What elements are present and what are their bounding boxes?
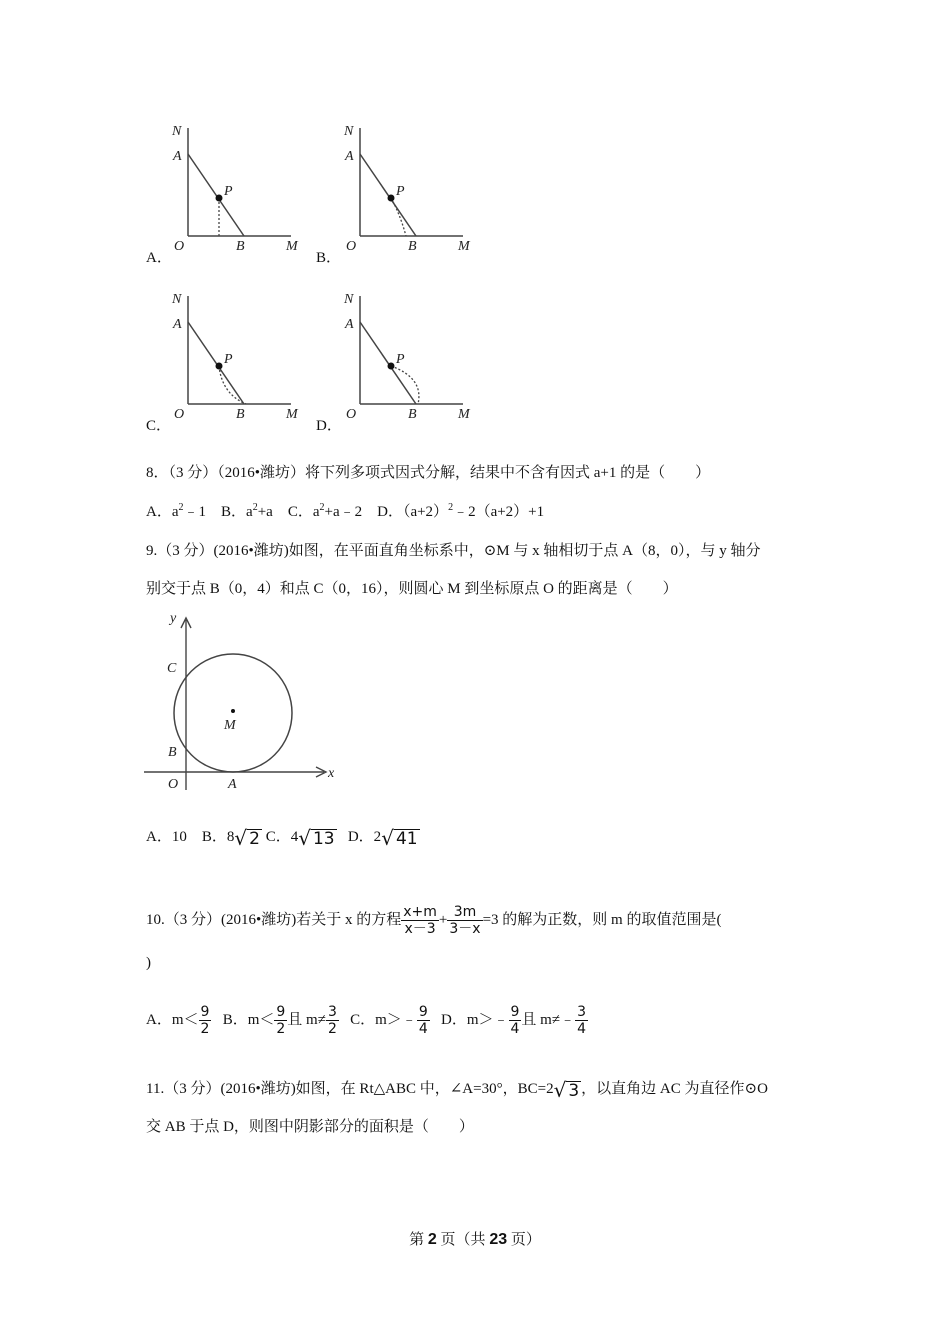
q7-option-c-label: C．: [146, 418, 172, 434]
q9-stem-line2: 别交于点 B（0，4）和点 C（0，16），则圆心 M 到坐标原点 O 的距离是（ ）: [146, 581, 678, 597]
label-m: M: [286, 407, 298, 422]
q8-options: [146, 497, 544, 523]
label-p: P: [396, 352, 405, 367]
label-a: A: [173, 317, 182, 332]
label-c: C: [167, 661, 177, 676]
label-m: M: [224, 718, 236, 733]
q8-stem: 8．（3 分）（2016•潍坊）将下列多项式因式分解，结果中不含有因式 a+1 的是（ ）: [146, 465, 711, 481]
q10-stem-line2: ): [146, 955, 151, 971]
label-p: P: [396, 184, 405, 199]
q9-stem-line1: 9.（3 分）(2016•潍坊)如图，在平面直角坐标系中，⊙M 与 x 轴相切于点 A（8，0），与 y 轴分: [146, 543, 761, 559]
segment-ab: [360, 322, 416, 404]
total-pages-number: 23: [489, 1231, 508, 1248]
label-n: N: [172, 124, 182, 139]
q9-option-c: C．4 √ 13: [265, 825, 335, 850]
label-m: M: [458, 239, 470, 254]
dashed-path: [219, 366, 246, 404]
q9-option-a: A．10: [146, 829, 187, 845]
label-n: N: [344, 124, 354, 139]
label-b: B: [236, 239, 245, 254]
label-p: P: [224, 184, 233, 199]
q8-option-d: D．$(a+2)^2﹣2(a+2)+1$: [377, 502, 545, 520]
label-a: A: [345, 149, 354, 164]
label-m: M: [286, 239, 298, 254]
label-o: O: [346, 407, 357, 422]
label-b: B: [408, 239, 417, 254]
q10-option-d: D．m＞﹣ $\frac{9}{4}$ 且 m≠﹣ $\frac{3}{4}$: [440, 1004, 586, 1038]
current-page-number: 2: [427, 1231, 437, 1248]
q7-figure-c: [166, 286, 316, 426]
label-m: M: [458, 407, 470, 422]
label-o: O: [168, 777, 179, 792]
point-p: [388, 363, 395, 370]
q10-options: [146, 1000, 588, 1040]
q10-option-a: A．m＜ $\frac{9}{2}$: [146, 1004, 210, 1038]
q10-option-b: B．m＜ $\frac{9}{2}$ 且 m≠ $\frac{3}{2}$: [222, 1004, 337, 1038]
label-a: A: [345, 317, 354, 332]
point-p: [388, 195, 395, 202]
label-b: B: [236, 407, 245, 422]
label-a: A: [173, 149, 182, 164]
label-p: P: [224, 352, 233, 367]
fraction-2: $\frac{3m}{3-x}$: [449, 904, 481, 938]
q7-figure-a: [166, 118, 316, 258]
label-n: N: [344, 292, 354, 307]
label-o: O: [174, 407, 185, 422]
label-a: A: [228, 777, 237, 792]
label-y: y: [170, 611, 177, 626]
q10-stem-line1: 10.（3 分）(2016•潍坊)若关于 x 的方程 $\frac{x+m}{x-3}$ + $\frac{3m}{3-x}$ =3 的解为正数，则 m 的取值范围是(: [146, 904, 722, 938]
center-point-m: [231, 709, 235, 713]
q7-figure-b: [338, 118, 488, 258]
label-n: N: [172, 292, 182, 307]
q8-option-c: C．$a^2+a﹣2$: [287, 502, 363, 520]
q8-option-a: A．$a^2﹣1$: [146, 502, 207, 520]
q7-option-b-label: B．: [316, 250, 342, 266]
label-o: O: [174, 239, 185, 254]
page-footer: 第 2 页（共 23 页）: [409, 1231, 541, 1248]
segment-ab: [360, 154, 416, 236]
q11-stem-line1: 11.（3 分）(2016•潍坊)如图，在 Rt△ABC 中，∠A=30°，BC=2 √ 3 ，以直角边 AC 为直径作⊙O: [146, 1077, 768, 1102]
q10-option-c: C．m＞﹣ $\frac{9}{4}$: [350, 1004, 428, 1038]
q11-stem-line2: 交 AB 于点 D，则图中阴影部分的面积是（ ）: [146, 1119, 474, 1135]
q9-figure: [140, 608, 350, 798]
label-o: O: [346, 239, 357, 254]
label-b: B: [168, 745, 177, 760]
q9-options: [146, 826, 420, 848]
point-p: [216, 363, 223, 370]
q8-option-b: B．$a^2+a$: [221, 502, 273, 520]
label-b: B: [408, 407, 417, 422]
point-p: [216, 195, 223, 202]
fraction-1: $\frac{x+m}{x-3}$: [403, 904, 437, 938]
q7-option-d-label: D．: [316, 418, 342, 434]
q7-option-a-label: A．: [146, 250, 172, 266]
q9-option-d: D．2 √ 41: [347, 825, 418, 850]
segment-ab: [188, 322, 244, 404]
q7-figure-d: [338, 286, 488, 426]
label-x: x: [328, 766, 335, 781]
segment-ab: [188, 154, 244, 236]
q9-option-b: B．8 √ 2: [201, 825, 260, 850]
dashed-path: [391, 366, 419, 404]
